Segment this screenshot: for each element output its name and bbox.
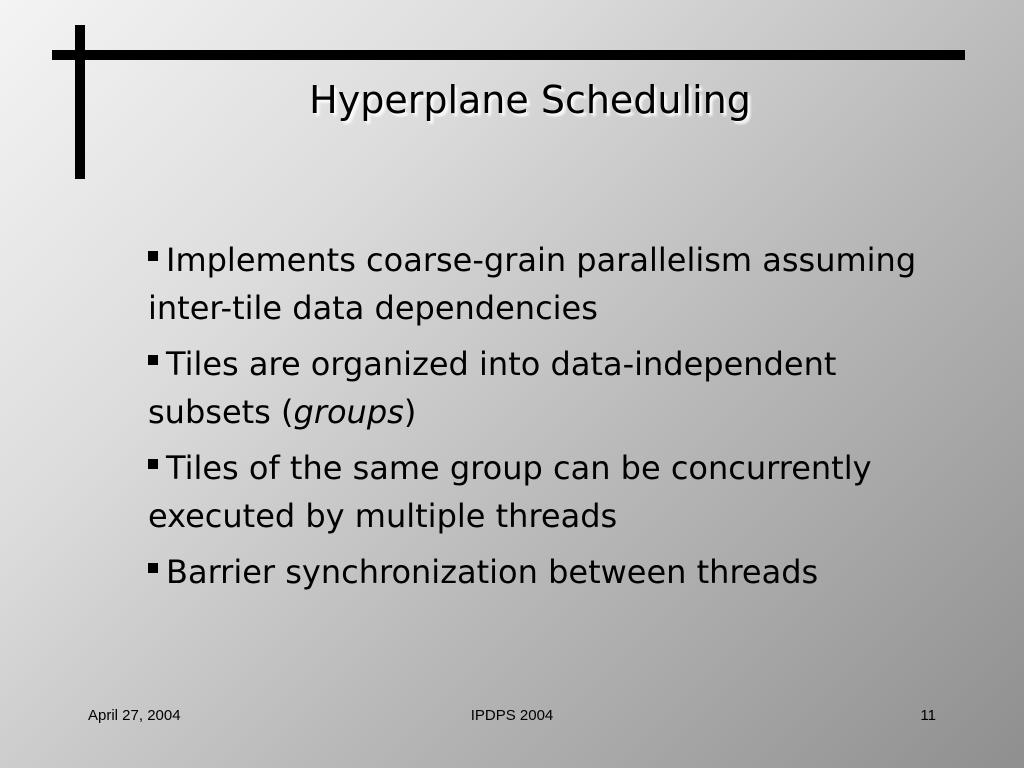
bullet-text: ) [403,393,417,431]
footer-conference: IPDPS 2004 [470,707,554,724]
title-horizontal-rule [52,50,965,60]
bullet-text-italic: groups [293,393,404,431]
footer-page-number: 11 [920,707,936,724]
bullet-item [148,340,968,436]
slide-title: Hyperplane Scheduling [309,78,751,122]
footer-date: April 27, 2004 [88,707,181,724]
bullet-text: Tiles are organized into data-independent subsets ( [148,345,837,431]
bullet-item [148,444,968,540]
bullet-text: Implements coarse-grain parallelism assuming inter-tile data dependencies [148,241,917,327]
title-vertical-rule [75,25,85,179]
bullet-item [148,548,968,596]
square-bullet-icon [148,355,158,365]
square-bullet-icon [148,251,158,261]
bullet-list [148,236,968,604]
bullet-item [148,236,968,332]
square-bullet-icon [148,563,158,573]
bullet-text: Barrier synchronization between threads [166,553,819,591]
square-bullet-icon [148,459,158,469]
bullet-text: Tiles of the same group can be concurrently executed by multiple threads [148,449,872,535]
